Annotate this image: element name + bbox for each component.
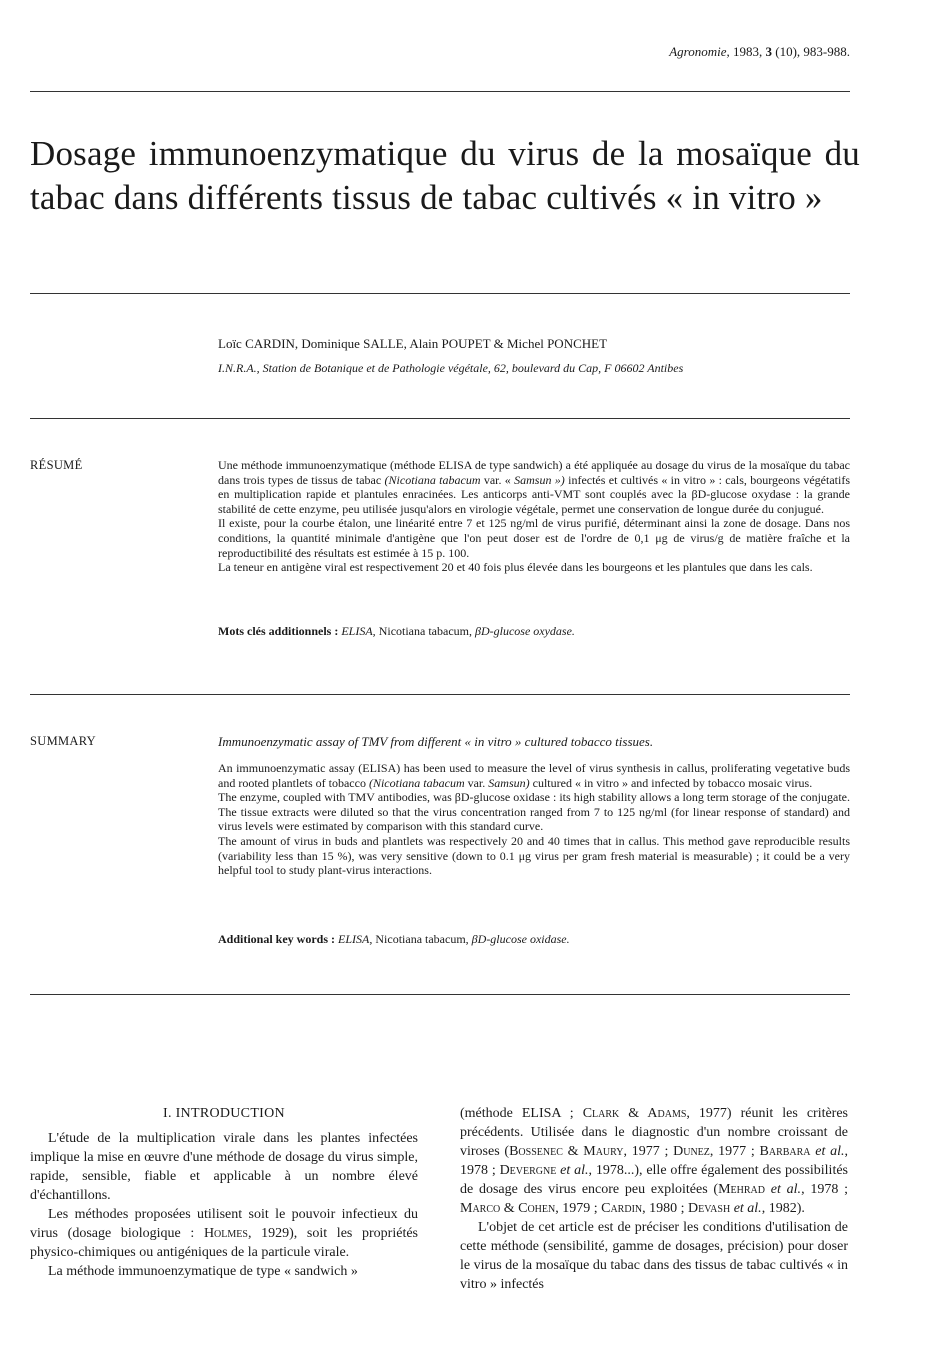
summary-paragraph: An immunoenzymatic assay (ELISA) has been used to measure the level of virus synthesis in callus, proliferating vegetative buds and rooted plantlets of tobacco (Nicotiana tabacum var. Samsun) cultured « in vitro » and infected by tobacco mosaic virus.	[218, 761, 850, 790]
journal-name: Agronomie,	[669, 44, 730, 59]
affiliation: I.N.R.A., Station de Botanique et de Pathologie végétale, 62, boulevard du Cap, F 06602 Antibes	[218, 361, 684, 375]
keywords-label: Additional key words :	[218, 932, 336, 946]
keywords-label: Mots clés additionnels :	[218, 624, 339, 638]
journal-citation	[669, 44, 850, 60]
authors-rule	[30, 418, 850, 419]
resume-paragraph: Il existe, pour la courbe étalon, une linéarité entre 7 et 125 ng/ml de virus purifié, déterminant ainsi la zone de dosage. Dans nos conditions, la quantité minimale d'antigène que l'on peut doser est de l'ordre de 0,1 μg de virus/g de matière fraîche et la reproductibilité des résultats est estimée à 15 p. 100.	[218, 516, 850, 560]
journal-year: 1983,	[733, 44, 763, 59]
summary-keywords: Additional key words : ELISA, Nicotiana tabacum, βD-glucose oxidase.	[218, 932, 570, 946]
title-rule	[30, 293, 850, 294]
intro-right-column	[460, 1104, 848, 1294]
journal-issue-pages: (10), 983-988.	[775, 44, 850, 59]
intro-paragraph: Les méthodes proposées utilisent soit le pouvoir infectieux du virus (dosage biologique : Holmes, 1929), soit les propriétés physico-chimiques ou antigéniques de la particule virale.	[30, 1207, 418, 1260]
resume-paragraph: Une méthode immunoenzymatique (méthode ELISA de type sandwich) a été appliquée au dosage du virus de la mosaïque du tabac dans trois types de tissus de tabac (Nicotiana tabacum var. « Samsun ») infectés et cultivés « in vitro » : cals, bourgeons végétatifs en multiplication rapide et plantules enracinées. Les anticorps anti-VMT sont couplés avec la βD-glucose oxydase : la grande stabilité de cette enzyme, peu utilisée jusqu'alors en virologie végétale, permet une conservation de longue durée du conjugué.	[218, 458, 850, 516]
intro-paragraph: (méthode ELISA ; Clark & Adams, 1977) réunit les critères précédents. Utilisée dans le diagnostic d'un nombre croissant de viroses (Bossenec & Maury, 1977 ; Dunez, 1977 ; Barbara et al., 1978 ; Devergne et al., 1978...), elle offre également des possibilités de dosage des virus encore peu exploitées (Mehrad et al., 1978 ; Marco & Cohen, 1979 ; Cardin, 1980 ; Devash et al., 1982).	[460, 1106, 849, 1216]
summary-paragraph: The enzyme, coupled with TMV antibodies, was βD-glucose oxidase : its high stability allows a long term storage of the conjugate. The tissue extracts were diluted so that the virus concentration ranged from 7 to 125 ng/ml (for linear response of standard) and virus levels were estimated by comparison with this standard curve.	[218, 790, 850, 834]
resume-keywords: Mots clés additionnels : ELISA, Nicotiana tabacum, βD-glucose oxydase.	[218, 624, 575, 638]
journal-volume: 3	[765, 44, 772, 59]
summary-rule	[30, 994, 850, 995]
intro-paragraph: La méthode immunoenzymatique de type « sandwich »	[48, 1264, 358, 1279]
summary-title: Immunoenzymatic assay of TMV from different « in vitro » cultured tobacco tissues.	[218, 734, 654, 749]
paper-title: Dosage immunoenzymatique du virus de la mosaïque du tabac dans différents tissus de tabac cultivés « in vitro »	[30, 134, 860, 217]
authors: Loïc CARDIN, Dominique SALLE, Alain POUPET & Michel PONCHET	[218, 336, 608, 351]
summary-abstract	[218, 761, 850, 878]
resume-paragraph: La teneur en antigène viral est respectivement 20 et 40 fois plus élevée dans les bourgeons et les plantules que dans les cals.	[218, 560, 813, 575]
resume-rule	[30, 694, 850, 695]
resume-abstract	[218, 458, 850, 575]
resume-label: RÉSUMÉ	[30, 458, 83, 472]
intro-paragraph: L'objet de cet article est de préciser les conditions d'utilisation de cette méthode (sensibilité, gamme de dosages, précision) pour doser le virus de la mosaïque du tabac dans des tissus de tabac cultivés « in vitro » infectés	[460, 1220, 848, 1292]
summary-paragraph: The amount of virus in buds and plantlets was respectively 20 and 40 times that in callus. This method gave reproducible results (variability less than 15 %), was very sensitive (down to 0.1 μg virus per gram fresh material is measurable) ; it could be a very helpful tool to study plant-virus interactions.	[218, 833, 850, 878]
intro-heading: I. INTRODUCTION	[163, 1106, 285, 1121]
top-rule	[30, 91, 850, 92]
summary-label: SUMMARY	[30, 734, 97, 748]
intro-left-column	[30, 1104, 418, 1281]
intro-paragraph: L'étude de la multiplication virale dans les plantes infectées implique la mise en œuvre d'une méthode de dosage du virus simple, rapide, sensible, fiable et applicable à un nombre élevé d'échantillons.	[30, 1131, 418, 1203]
